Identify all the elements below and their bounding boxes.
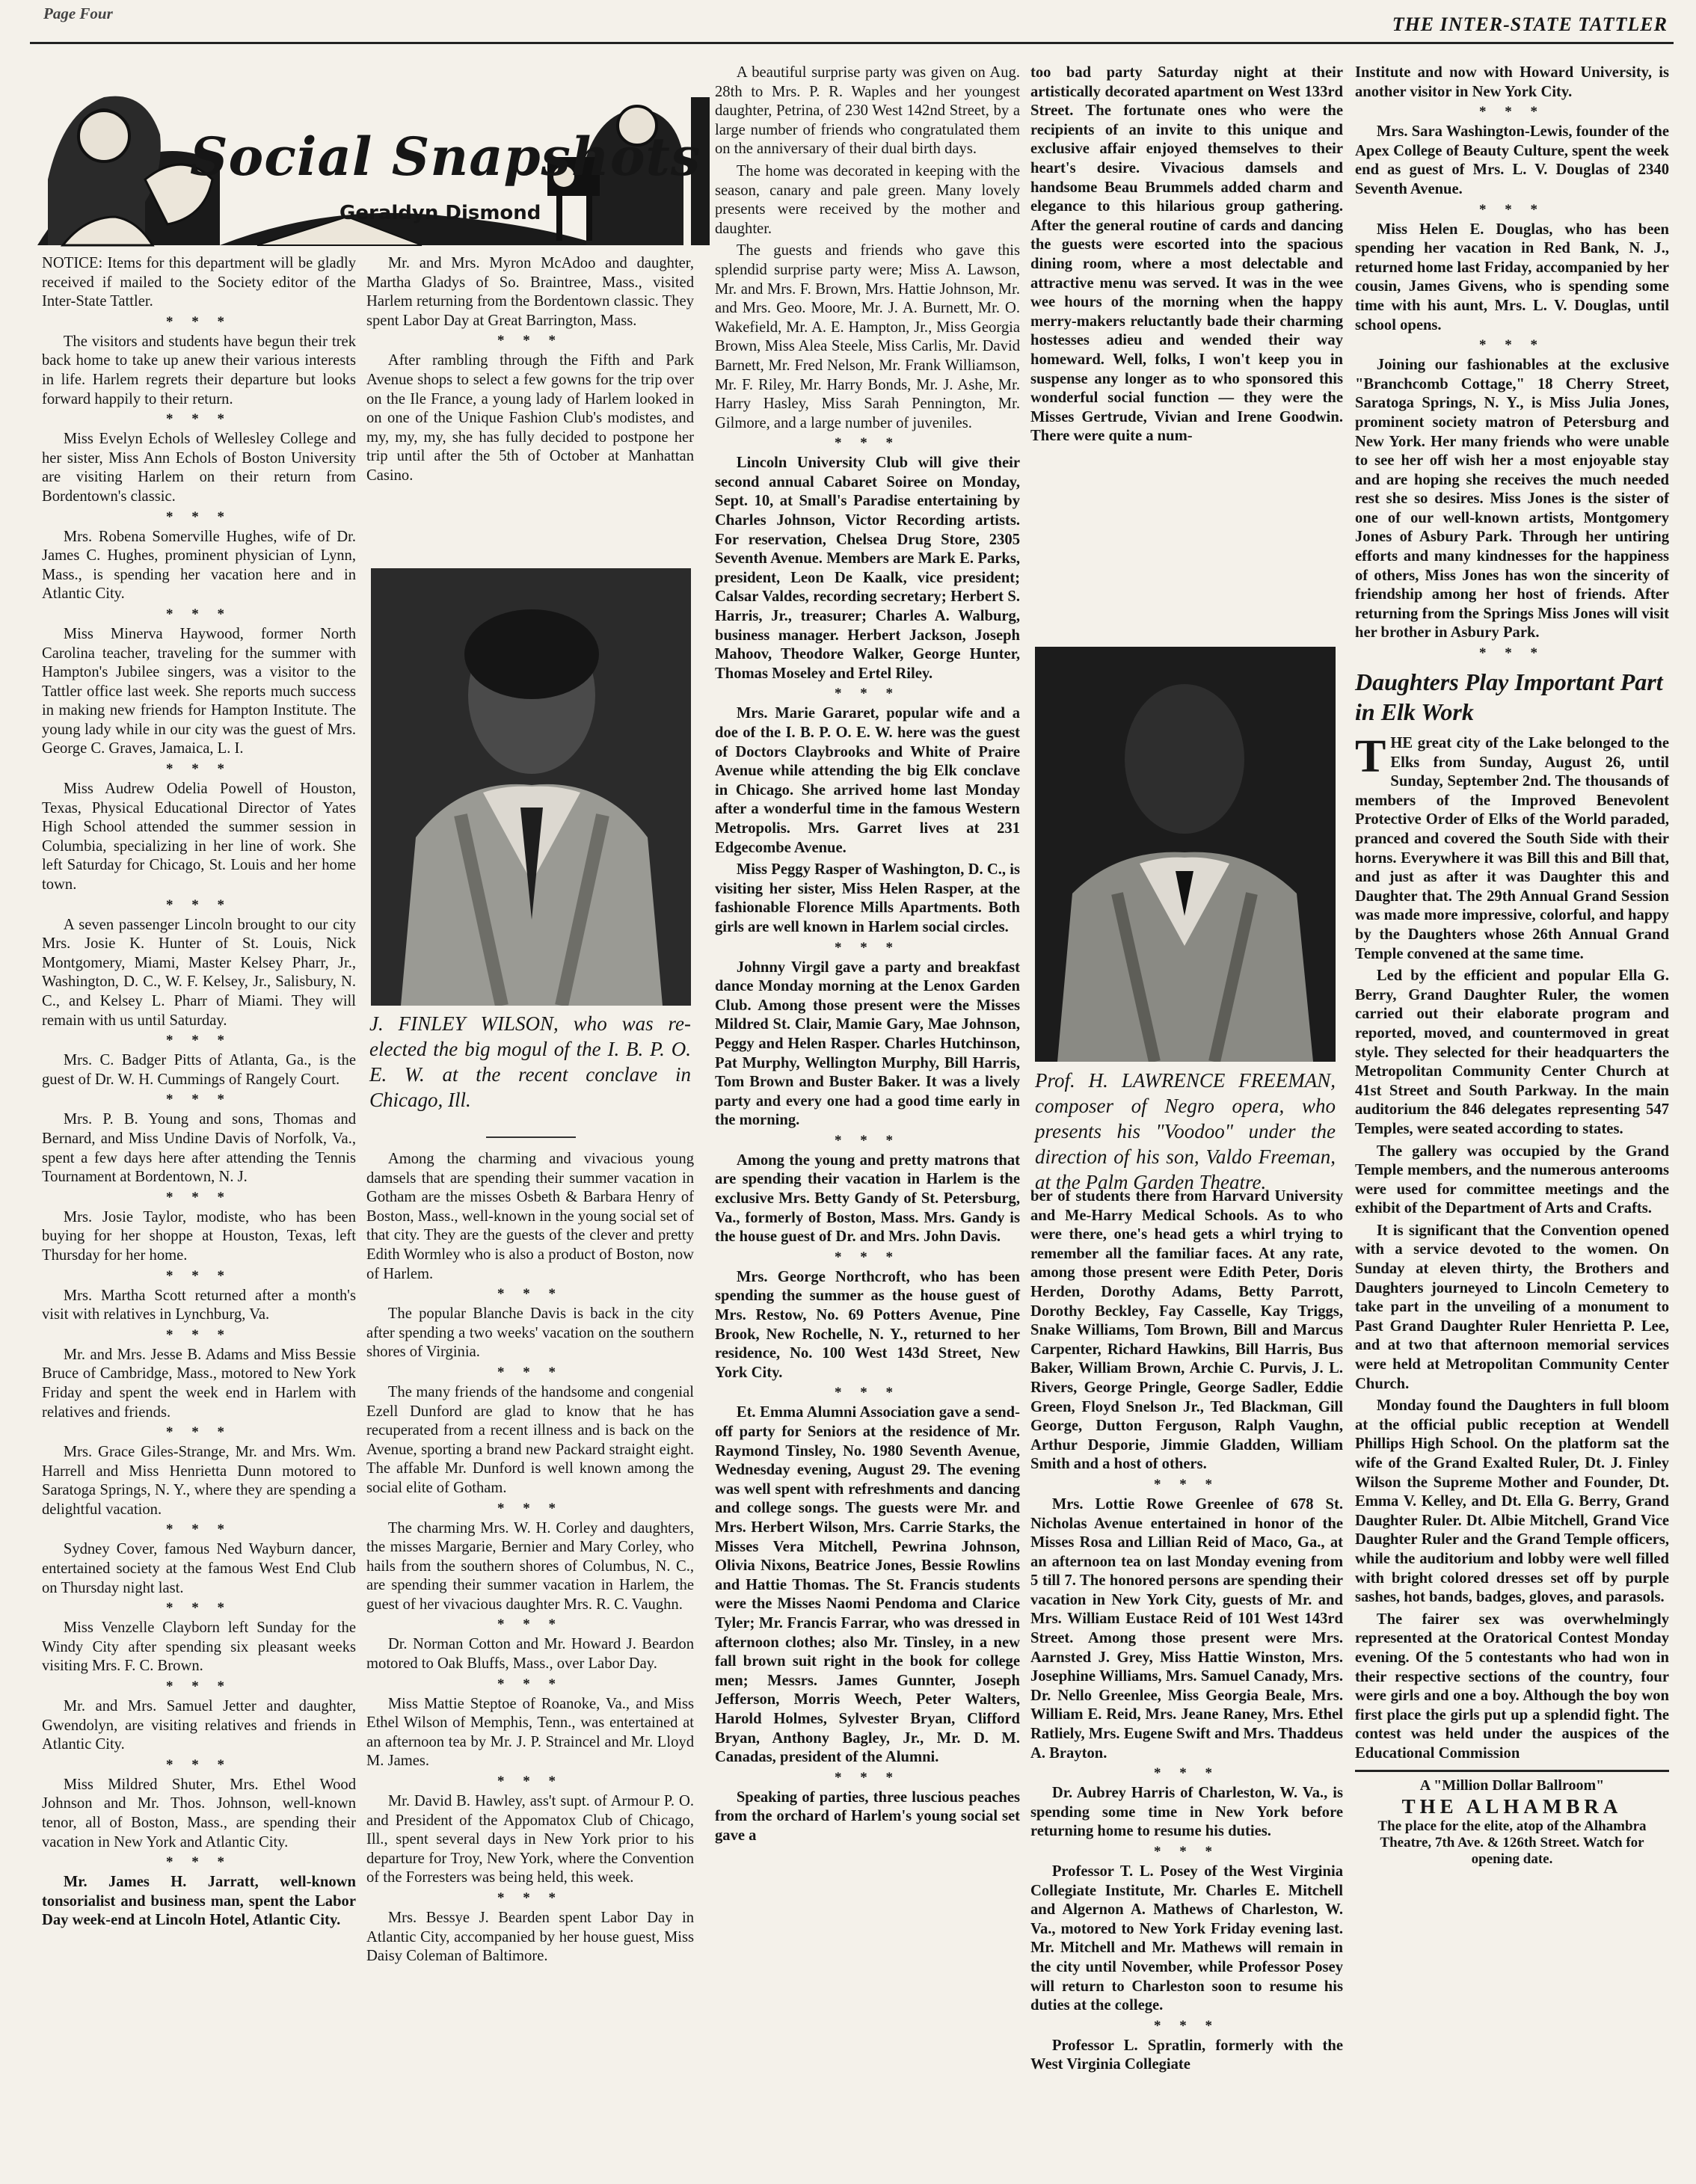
- news-item: Et. Emma Alumni Association gave a send-off party for Seniors at the residence of Mr. Raymond Tinsley, No. 1980 Seventh Avenue, Wednesday evening, August 29. The evening was well spent with refreshments and dancing and college songs. The guests were Mr. and Mrs. Herbert Wilson, Mrs. Carrie Starks, the Misses Vera Mitchell, Pewrina Johnson, Olivia Nixons, Beatrice Jones, Bessie Rowlins and Hattie Thomas. The St. Francis students were the Misses Naomi Pendoma and Clarice Tyler; Mr. Francis Farrar, who was dressed in afternoon clothes; also Mr. Tinsley, in a new fall brown suit right in the book for college men; Messrs. James Gunnter, Joseph Jefferson, Morris Weech, Peter Walters, Harold Holmes, Sylvester Bryan, Clifford Bryan, Anthony Bagley, Jr., Mr. D. M. Canadas, president of the Alumni.: [715, 1404, 1020, 1766]
- article-paragraph: Led by the efficient and popular Ella G. Berry, Grand Daughter Ruler, the women carried out their elaborate program and reported, moved, and countermoved in great style. They selected for their headquarters the Metropolitan Community Center Church at 41st Street and South Parkway. In the main auditorium the 846 delegates representing 547 Temples, were seated according to states.: [1355, 968, 1669, 1137]
- separator: * * *: [497, 1774, 563, 1790]
- news-item: Mr. James H. Jarratt, well-known tonsorialist and business man, spent the Labor Day week-end at Lincoln Hotel, Atlantic City.: [42, 1874, 356, 1929]
- separator: * * *: [166, 1522, 232, 1538]
- separator: * * *: [1154, 1476, 1220, 1492]
- separator: * * *: [835, 939, 900, 956]
- separator: * * *: [835, 1769, 900, 1785]
- separator: * * *: [166, 1679, 232, 1695]
- separator: * * *: [497, 1286, 563, 1302]
- separator: * * *: [497, 1500, 563, 1516]
- separator: * * *: [497, 1364, 563, 1380]
- photo-caption-wilson: J. FINLEY WILSON, who was re-elected the big mogul of the I. B. P. O. E. W. at the recent conclave in Chicago, Ill.: [369, 1012, 691, 1111]
- news-item: The guests and friends who gave this splendid surprise party were; Miss A. Lawson, Mr. and Mrs. F. Brown, Mrs. Hattie Johnson, Mr. and Mrs. Geo. Moore, Mr. J. A. Burnett, Mr. O. Wakefield, Mr. A. E. Hampton, Jr., Miss Georgia Brown, Miss Alea Steele, Miss Carlis, Mr. David Barnett, Mr. Fred Nelson, Mr. Frank Williamson, Mr. F. Riley, Mr. Harry Bonds, Mr. J. Ashe, Mr. Harry Hasley, Miss Sarah Pennington, Mr. Gilmore, and a large number of juveniles.: [715, 242, 1020, 431]
- news-item: Mr. David B. Hawley, ass't supt. of Armour P. O. and President of the Appomatox Club of Chicago, Ill., spent several days in New York prior to his departure for Troy, New York, where the Convention of the Forresters was being held, this week.: [366, 1793, 694, 1886]
- news-item: Institute and now with Howard University, is another visitor in New York City.: [1355, 64, 1669, 100]
- separator: * * *: [497, 1617, 563, 1633]
- drop-cap: T: [1355, 731, 1386, 783]
- separator: * * *: [166, 411, 232, 428]
- separator: * * *: [497, 1676, 563, 1692]
- column-masthead: [33, 67, 713, 250]
- news-item: Miss Peggy Rasper of Washington, D. C., is visiting her sister, Miss Helen Rasper, at the fashionable Florence Mills Apartments. Both girls are well known in Harlem social circles.: [715, 861, 1020, 935]
- news-item: Mrs. Lottie Rowe Greenlee of 678 St. Nicholas Avenue entertained in honor of the Misses Rosa and Lillian Reid of Maco, Ga., at an afternoon tea on last Monday evening from 5 till 7. The honored persons are spending their vacation in New York City, guests of Mr. and Mrs. William Eustace Reid of 101 West 143rd Street. Among those present were Mrs. Aarnsted J. Grey, Miss Hattie Winston, Mrs. Josephine Williams, Mrs. Samuel Canady, Mrs. Dr. Nello Greenlee, Miss Georgia Beale, Mrs. William E. Reid, Mrs. Jeane Raney, Mrs. Ethel Ratliely, Mrs. Eugene Swift and Mrs. Thaddeus A. Brayton.: [1030, 1495, 1343, 1762]
- news-item: A seven passenger Lincoln brought to our city Mrs. Josie K. Hunter of St. Louis, Nick Montgomery, Miami, Master Kelsey Pharr, Jr., Washington, D. C., W. F. Kelsey, Jr., Salisbury, N. C., and Kelsey L. Pharr of Miami. They will remain with us until Saturday.: [42, 916, 356, 1029]
- news-item: Mr. and Mrs. Myron McAdoo and daughter, Martha Gladys of So. Braintree, Mass., visited Harlem returning from the Bordentown classic. They spent Labor Day at Great Barrington, Mass.: [366, 255, 694, 329]
- portrait-photo-wilson: [371, 568, 691, 1006]
- separator: * * *: [166, 896, 232, 913]
- masthead-byline: Geraldyn Dismond: [339, 202, 541, 224]
- news-item: The popular Blanche Davis is back in the city after spending a two weeks' vacation on the southern shores of Virginia.: [366, 1305, 694, 1361]
- news-item: The home was decorated in keeping with the season, canary and pale green. Many lovely presents were received by the mother and daughter.: [715, 162, 1020, 237]
- news-item: Miss Audrew Odelia Powell of Houston, Texas, Physical Educational Director of Yates High School attended the summer session in Columbia, specializing in her line of work. She left Saturday for Chicago, St. Louis and her home town.: [42, 781, 356, 893]
- separator: * * *: [166, 1267, 232, 1284]
- separator: * * *: [835, 686, 900, 702]
- separator: * * *: [166, 1424, 232, 1441]
- news-item: Dr. Norman Cotton and Mr. Howard J. Beardon motored to Oak Bluffs, Mass., over Labor Day.: [366, 1636, 694, 1673]
- publication-name: THE INTER-STATE TATTLER: [1392, 13, 1668, 35]
- separator: * * *: [1154, 1765, 1220, 1782]
- news-item: Mrs. Robena Somerville Hughes, wife of Dr. James C. Hughes, prominent physician of Lynn, Mass., is spending her vacation here and in Atlantic City.: [42, 528, 356, 603]
- separator: * * *: [166, 1092, 232, 1108]
- column-b-bottom: [366, 1150, 694, 1969]
- article-lead: [1355, 731, 1669, 964]
- news-item: Miss Mattie Steptoe of Roanoke, Va., and Miss Ethel Wilson of Memphis, Tenn., was entertained at an afternoon tea by Mr. J. P. Straincel and Mr. Lloyd M. James.: [366, 1695, 694, 1770]
- portrait-photo-freeman: [1035, 647, 1336, 1062]
- news-item: Mrs. Josie Taylor, modiste, who has been buying for her shoppe at Houston, Texas, left Thursday for her home.: [42, 1208, 356, 1264]
- news-item: Mrs. Martha Scott returned after a month's visit with relatives in Lynchburg, Va.: [42, 1287, 356, 1323]
- separator: * * *: [1479, 104, 1545, 120]
- column-e: [1355, 64, 1669, 1868]
- news-item: Johnny Virgil gave a party and breakfast dance Monday morning at the Lenox Garden Club. Among those present were the Misses Mildred St. Clair, Mamie Gary, Mae Johnson, Peggy and Helen Rasper. Charles Hutchinson, Pat Murphy, Wellington Murphy, Bill Harris, Tom Brown and Buster Baker. It was a lively party and every one had a good time early in the morning.: [715, 959, 1020, 1129]
- article-headline: Daughters Play Important Part in Elk Work: [1355, 668, 1663, 726]
- separator: * * *: [835, 1132, 900, 1148]
- news-item: Mrs. P. B. Young and sons, Thomas and Bernard, and Miss Undine Davis of Norfolk, Va., spent a few days here after attending the Tennis Tournament at Bordentown, N. J.: [42, 1111, 356, 1186]
- news-item: Dr. Aubrey Harris of Charleston, W. Va., is spending some time in New York before returning home to resume his duties.: [1030, 1785, 1343, 1840]
- separator: * * *: [497, 333, 563, 349]
- separator: * * *: [835, 1385, 900, 1401]
- news-item: Miss Minerva Haywood, former North Carolina teacher, traveling for the summer with Hampton's Jubilee singers, was a visitor to the Tattler office last week. She reports much success in making new friends for Hampton Institute. The young lady while in our city was the guest of Mrs. George C. Graves, Jamaica, L. I.: [42, 625, 356, 757]
- news-item: Mrs. C. Badger Pitts of Atlanta, Ga., is the guest of Dr. W. H. Cummings of Rangely Court.: [42, 1052, 356, 1088]
- separator: * * *: [166, 1189, 232, 1205]
- news-item: Mrs. Bessye J. Bearden spent Labor Day in Atlantic City, accompanied by her house guest, Miss Daisy Coleman of Baltimore.: [366, 1910, 694, 1965]
- news-item: The many friends of the handsome and congenial Ezell Dunford are glad to know that he has recuperated from a recent illness and is back on the Avenue, sporting a brand new Packard straight eight. The affable Mr. Dunford is well known among the social elite of Gotham.: [366, 1383, 694, 1496]
- news-item: Mr. and Mrs. Jesse B. Adams and Miss Bessie Bruce of Cambridge, Mass., motored to New York Friday and spent the week end in Harlem with relatives and friends.: [42, 1346, 356, 1421]
- news-item: Speaking of parties, three luscious peaches from the orchard of Harlem's young social set gave a: [715, 1788, 1020, 1844]
- separator: * * *: [1479, 645, 1545, 662]
- news-item: too bad party Saturday night at their artistically decorated apartment on West 133rd Street. The fortunate ones who were the recipients of an invite to this unique and exclusive affair enjoyed themselves to their heart's desire. Vivacious damsels and handsome Beau Brummels added charm and elegance to this hilarious group gathering. After the general routine of cards and dancing the guests were escorted into the spacious dining room, where a most delectable and attractive menu was served. It was in the wee wee hours of the morning when the happy merry-makers reluctantly bade their charming hostesses adieu and wended their way homeward. Well, folks, I won't keep you in suspense any longer as to who sponsored this wonderful social function — they were the Misses Gertrude, Vivian and Irene Goodwin. There were quite a num-: [1030, 64, 1343, 445]
- column-a: [42, 254, 356, 1934]
- news-item: Among the young and pretty matrons that are spending their vacation in Harlem is the exclusive Mrs. Betty Gandy of St. Petersburg, Va., formerly of Boston, Mass. Mrs. Gandy is the house guest of Dr. and Mrs. John Davis.: [715, 1151, 1020, 1246]
- header-rule: [30, 42, 1674, 44]
- news-item: Miss Mildred Shuter, Mrs. Ethel Wood Johnson and Mr. Thos. Johnson, well-known tenor, all of Boston, Mass., are spending their vacation in New York and Atlantic City.: [42, 1776, 356, 1851]
- page-number: Page Four: [43, 4, 113, 22]
- separator: * * *: [1479, 201, 1545, 218]
- separator: * * *: [166, 1756, 232, 1773]
- separator: * * *: [1154, 1844, 1220, 1860]
- separator: * * *: [166, 313, 232, 330]
- article-paragraph: The gallery was occupied by the Grand Temple members, and the numerous anterooms were used for committee meetings and the exhibit of the Department of Arts and Crafts.: [1355, 1142, 1669, 1217]
- news-item: A beautiful surprise party was given on Aug. 28th to Mrs. P. R. Waples and her youngest daughter, Petrina, of 230 West 142nd Street, by a large number of friends who congratulated them on the anniversary of their dual birth days.: [715, 64, 1020, 158]
- news-item: Among the charming and vivacious young damsels that are spending their summer vacation in Gotham are the misses Osbeth & Barbara Henry of Boston, Mass., well-known in the young social set of that city. They are the guests of the clever and pretty Edith Wormley who is also a product of Boston, now of Harlem.: [366, 1151, 694, 1282]
- separator: * * *: [166, 508, 232, 525]
- column-d-bottom: [1030, 1187, 1343, 2078]
- separator: * * *: [166, 1326, 232, 1343]
- column-d-top: [1030, 64, 1343, 449]
- separator: * * *: [835, 435, 900, 452]
- separator: * * *: [1154, 2017, 1220, 2034]
- caption-rule: [486, 1136, 576, 1138]
- news-item: The charming Mrs. W. H. Corley and daughters, the misses Margarie, Bernier and Mary Corley, who hails from the southern shores of Columbus, N. C., are spending their summer vacation in Harlem, the guest of her vivacious daughter Mrs. R. C. Vaughn.: [366, 1519, 694, 1613]
- notice-paragraph: NOTICE: Items for this department will be gladly received if mailed to the Society editor of the Inter-State Tattler.: [42, 255, 356, 310]
- news-item: The visitors and students have begun their trek back home to take up anew their various interests in life. Harlem regrets their departure but looks forward happily to their return.: [42, 333, 356, 407]
- separator: * * *: [835, 1249, 900, 1265]
- advert-name: THE ALHAMBRA: [1401, 1794, 1623, 1818]
- photo-caption-freeman: Prof. H. LAWRENCE FREEMAN, composer of Negro opera, who presents his "Voodoo" under the direction of his son, Valdo Freeman, at the Palm Garden Theatre.: [1035, 1069, 1336, 1193]
- news-item: Professor L. Spratlin, formerly with the West Virginia Collegiate: [1030, 2037, 1343, 2073]
- article-paragraph: The fairer sex was overwhelmingly represented at the Oratorical Contest Monday evening. Of the 5 contestants who had won in their respective sections of the country, four were girls and one a boy. Although the boy won first place the girls put up a splendid fight. The contest was held under the auspices of the Educational Commission: [1355, 1611, 1669, 1762]
- separator: * * *: [166, 1033, 232, 1049]
- column-b-top: [366, 254, 694, 489]
- article-lead-text: HE great city of the Lake belonged to the Elks from Sunday, August 26, until Sunday, September 2nd. The thousands of members of the Improved Benevolent Protective Order of Elks of the World paraded, pranced and covered the South Side with their horns. Everywhere it was Bill this and Bill that, and just as after it was Daughter this and Daughter that. The 29th Annual Grand Session was made more impressive, colorful, and happy by the Daughters whose 26th Annual Grand Temple convened at the same time.: [1355, 735, 1669, 962]
- article-paragraph: It is significant that the Convention opened with a service devoted to the women. On Sunday at eleven thirty, the Brothers and Daughters journeyed to Lincoln Cemetery to take part in the unveiling of a monument to Past Grand Daughter Ruler Henrietta P. Lee, and at two that afternoon memorial services were held at Metropolitan Community Center Church.: [1355, 1222, 1669, 1392]
- separator: * * *: [497, 1890, 563, 1906]
- news-item: Mrs. Sara Washington-Lewis, founder of the Apex College of Beauty Culture, spent the week end as guest of Mrs. L. V. Douglas of 2340 Seventh Avenue.: [1355, 123, 1669, 197]
- advert-details: The place for the elite, atop of the Alhambra Theatre, 7th Ave. & 126th Street. Watch for opening date.: [1377, 1818, 1647, 1867]
- news-item: Lincoln University Club will give their second annual Cabaret Soiree on Monday, Sept. 10, at Small's Paradise entertaining by Charles Johnson, Victor Recording artists. For reservation, Chelsea Drug Store, 2305 Seventh Avenue. Members are Mark E. Parks, president, Leon De Kaalk, vice president; Calsar Valdes, recording secretary; Herbert S. Harris, Jr., treasurer; Charles A. Walburg, business manager. Herbert Jackson, Joseph Mahoov, Theodore Walker, George Hunter, Thomas Moseley and Ertel Riley.: [715, 455, 1020, 682]
- news-item: ber of students there from Harvard University and Me-Harry Medical Schools. As to who were there, one's head gets a whirl trying to remember all the familiar faces. At any rate, among those present were Edith Peter, Doris Herden, Dorothy Adams, Betty Parrott, Dorothy Beckley, Fay Casselle, Kay Triggs, Snake Williams, Tom Brown, Bill and Marcus Carpenter, Richard Hawkins, Bill Harris, Bus Baker, William Brown, Archie C. Purvis, J. L. Rivers, George Pringle, George Sadler, Eddie Green, Floyd Snelson Jr., Ted Blackman, Gill George, Dutton Ferguson, Ralph Vaughn, Arthur Desporie, Jimmie Gladden, William Smith and a host of others.: [1030, 1188, 1343, 1473]
- separator: * * *: [166, 1600, 232, 1617]
- news-item: Mrs. Grace Giles-Strange, Mr. and Mrs. Wm. Harrell and Miss Henrietta Dunn motored to Saratoga Springs, N. Y., where they are spending a delightful vacation.: [42, 1444, 356, 1518]
- news-item: Mr. and Mrs. Samuel Jetter and daughter, Gwendolyn, are visiting relatives and friends in Atlantic City.: [42, 1698, 356, 1753]
- advert-rule: [1355, 1770, 1669, 1772]
- masthead-title: Social Snapshots: [190, 126, 701, 188]
- news-item: Professor T. L. Posey of the West Virginia Collegiate Institute, Mr. Charles E. Mitchell and Algernon A. Mathews of Charleston, W. Va., motored to New York Friday evening last. Mr. Mitchell and Mr. Mathews will remain in the city until November, while Professor Posey will return to Charleston soon to resume his duties at the college.: [1030, 1863, 1343, 2014]
- separator: * * *: [166, 606, 232, 622]
- separator: * * *: [166, 1854, 232, 1871]
- news-item: Mrs. George Northcroft, who has been spending the summer as the house guest of Mrs. Restow, No. 69 Potters Avenue, Pine Brook, New Rochelle, N. Y., returned to her residence, No. 100 West 143d Street, New York City.: [715, 1268, 1020, 1381]
- news-item: Joining our fashionables at the exclusive "Branchcomb Cottage," 18 Cherry Street, Saratoga Springs, N. Y., is Miss Julia Jones, prominent society matron of Petersburg and New York. Her many friends who were unable to see her off wish her a most enjoyable stay and are hoping she receives the much needed rest she so desires. Miss Jones is the sister of one of our well-known artists, Montgomery Jones of Asbury Park. Through her untiring efforts and many kindnesses for the happiness of others, Miss Jones has won the sincerity of friendship among her host of friends. After returning from the Springs Miss Jones will visit her brother in Asbury Park.: [1355, 357, 1669, 642]
- news-item: After rambling through the Fifth and Park Avenue shops to select a few gowns for the trip over on the Ile France, a young lady of Harlem looked in on one of the Unique Fashion Club's modistes, and my, my, my, she has fully decided to postpone her trip until after the 5th of October at Manhattan Casino.: [366, 352, 694, 484]
- advert-tagline: A "Million Dollar Ballroom": [1419, 1777, 1605, 1794]
- article-paragraph: Monday found the Daughters in full bloom at the official public reception at Wendell Phillips High School. On the platform sat the wife of the Grand Exalted Ruler, Dt. J. Finley Wilson the Supreme Mother and Founder, Dt. Emma V. Kelley, and Dt. Ella G. Berry, Grand Daughter Ruler. Dt. Albie Mitchell, Grand Vice Daughter Ruler and the Grand Temple officers, while the auditorium and lobby were well filled with bright colored dresses set off by purple sashes, hot bands, badges, gloves, and parasols.: [1355, 1397, 1669, 1606]
- news-item: Miss Venzelle Clayborn left Sunday for the Windy City after spending six pleasant weeks visiting Mrs. F. C. Brown.: [42, 1619, 356, 1675]
- column-c: [715, 64, 1020, 1848]
- separator: * * *: [166, 761, 232, 778]
- separator: * * *: [1479, 337, 1545, 354]
- news-item: Miss Evelyn Echols of Wellesley College and her sister, Miss Ann Echols of Boston University are visiting Harlem on their return from Bordentown's classic.: [42, 431, 356, 505]
- news-item: Miss Helen E. Douglas, who has been spending her vacation in Red Bank, N. J., returned home last Friday, accompanied by her cousin, James Givens, who is spending some time with his aunt, Mrs. L. V. Douglas, until school opens.: [1355, 221, 1669, 333]
- news-item: Sydney Cover, famous Ned Wayburn dancer, entertained society at the famous West End Club on Thursday night last.: [42, 1541, 356, 1596]
- news-item: Mrs. Marie Gararet, popular wife and a doe of the I. B. P. O. E. W. here was the guest of Doctors Claybrooks and White of Praire Avenue while attending the big Elk conclave in Chicago. She arrived home last Monday after a wonderful time in the famous Western Metropolis. Mrs. Garret lives at 231 Edgecombe Avenue.: [715, 705, 1020, 856]
